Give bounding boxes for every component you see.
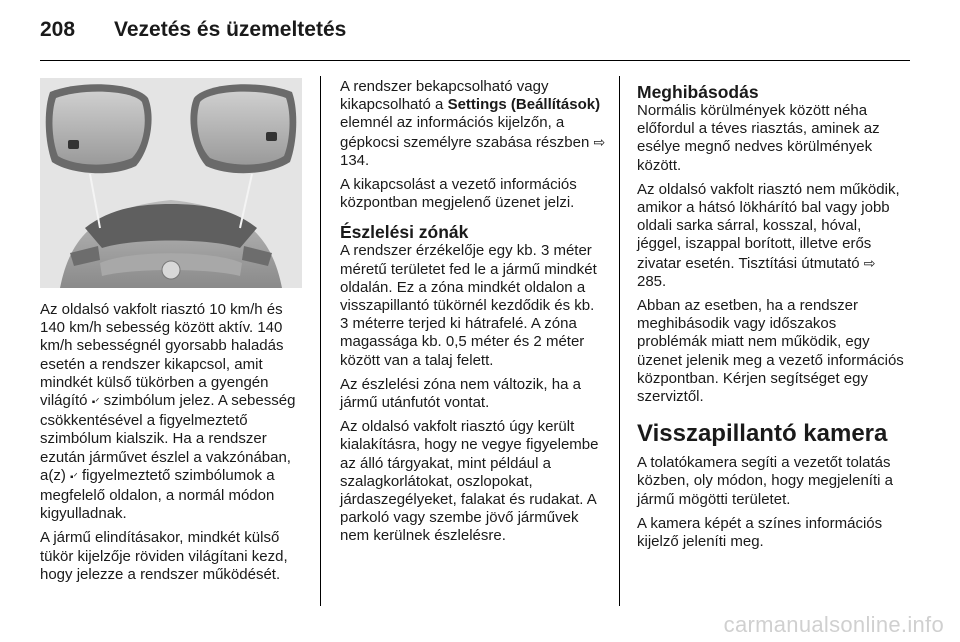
column-divider-2 xyxy=(619,76,620,606)
settings-term: Settings (Beállítások) xyxy=(447,96,601,114)
mirror-illustration-svg xyxy=(40,78,302,288)
column-1 xyxy=(40,301,304,590)
page-reference[interactable]: 134. xyxy=(340,151,370,169)
chapter-title: Vezetés és üzemeltetés xyxy=(114,18,347,41)
page-reference[interactable]: 285. xyxy=(637,272,667,290)
column-3 xyxy=(637,78,907,557)
paragraph: Az oldalsó vakfolt riasztó 10 km/h és 140 km/h sebesség között aktív. 140 km/h sebességnél gyorsabb haladás esetén a rendszer kikapcsol, amit mindkét külső tükörben a gyengén világító ▪ᐟ szimbólum jelez. A sebesség csökkentésével a figyelmeztető szimbólum kialszik. Ha a rendszer ezután járművet észlel a vakzónában, a(z) ▪ᐟ figyelmeztető szimbólumok a megfelelő oldalon, a normál módon kigyulladnak. xyxy=(40,301,296,523)
paragraph: A tolatókamera segíti a vezetőt tolatás közben, oly módon, hogy megjeleníti a jármű mögötti területet. xyxy=(637,454,893,508)
reference-arrow-icon: ⇨ xyxy=(863,254,876,271)
page-header xyxy=(40,18,346,48)
page-number: 208 xyxy=(40,18,76,41)
paragraph: Az oldalsó vakfolt riasztó nem működik, amikor a hátsó lökhárító bal vagy jobb oldali sarka sárral, kosszal, hóval, jéggel, iszappal borított, illetve erős zivatar esetén. Tisztítási útmutató ⇨ 285. xyxy=(637,180,900,290)
paragraph: A rendszer érzékelője egy kb. 3 méter méretű területet fed le a jármű mindkét oldalán. Ez a zóna mindkét oldalon a visszapillantó tükörnél kezdődik és kb. 3 méterre terjed ki hátrafelé. A zóna magassága kb. 0,5 méter és 2 méter között van a talaj felett. xyxy=(340,242,597,369)
paragraph: A rendszer bekapcsolható vagy kikapcsolható a Settings (Beállítások) elemnél az információs kijelzőn, a gépkocsi személyre szabása részben ⇨ 134. xyxy=(340,78,606,169)
section-heading: Észlelési zónák xyxy=(340,222,469,243)
left-mirror-warning-icon xyxy=(68,140,79,149)
major-heading: Visszapillantó kamera xyxy=(637,420,888,448)
blind-spot-warning-icon: ▪ᐟ xyxy=(91,397,100,409)
paragraph: Az észlelési zóna nem változik, ha a jármű utánfutót vontat. xyxy=(340,375,581,412)
column-2 xyxy=(340,78,606,552)
column-divider-1 xyxy=(320,76,321,606)
paragraph: Az oldalsó vakfolt riasztó úgy került kialakításra, hogy ne vegye figyelembe az álló tárgyakat, mint például a szalagkorlátokat, oszlopokat, járdaszegélyeket, falakat és rudakat. A parkoló vagy szembe jövő járművek nem kerülnek észlelésre. xyxy=(340,418,599,545)
section-heading: Meghibásodás xyxy=(637,82,759,102)
right-mirror-warning-icon xyxy=(266,132,277,141)
watermark: carmanualsonline.info xyxy=(723,612,944,637)
header-rule xyxy=(40,60,910,61)
paragraph: A kikapcsolást a vezető információs központban megjelenő üzenet jelzi. xyxy=(340,176,577,212)
paragraph: Abban az esetben, ha a rendszer meghibásodik vagy időszakos problémák miatt nem működik, egy üzenet jelenik meg a vezető információs központban. Kérjen segítséget egy szerviztől. xyxy=(637,297,904,406)
paragraph: Normális körülmények között néha előfordul a téves riasztás, aminek az esélye megnő nedves körülmények között. xyxy=(637,102,880,174)
paragraph: A kamera képét a színes információs kijelző jeleníti meg. xyxy=(637,514,883,551)
reference-arrow-icon: ⇨ xyxy=(593,133,606,150)
blind-spot-warning-icon: ▪ᐟ xyxy=(70,471,78,483)
paragraph: A jármű elindításakor, mindkét külső tükör kijelzője röviden világítani kezd, hogy jelezze a rendszer működését. xyxy=(40,529,288,583)
mirror-illustration xyxy=(40,78,302,288)
